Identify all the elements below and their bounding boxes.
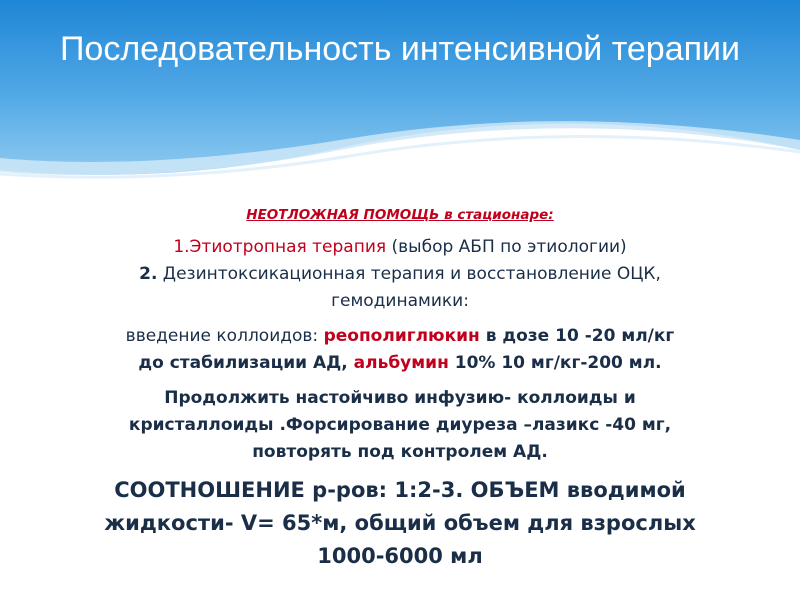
dose-albumin: 10% 10 мг/кг-200 мл. <box>448 353 662 373</box>
drug-albumin: альбумин <box>353 353 449 373</box>
colloids-intro: введение коллоидов: <box>125 326 324 346</box>
bp-stabilization: до стабилизации АД, <box>138 353 354 373</box>
dose-reopoliglukin: в дозе 10 -20 мл/кг <box>479 326 675 346</box>
item-detox <box>0 261 800 288</box>
ratio-line-3: 1000-6000 мл <box>317 544 483 568</box>
emergency-heading: НЕОТЛОЖНАЯ ПОМОЩЬ в стационаре: <box>246 207 554 223</box>
etiotropic-title: Этиотропная терапия <box>189 237 387 257</box>
continue-line-1: Продолжить настойчиво инфузию- коллоиды и <box>164 388 636 408</box>
colloids-line-2 <box>0 350 800 377</box>
item-number: 2. <box>139 264 158 284</box>
colloids-line-1 <box>0 323 800 350</box>
ratio-line-2: жидкости- V= 65*м, общий объем для взрослых <box>104 511 696 535</box>
slide-header-banner <box>0 0 800 190</box>
spacer <box>0 315 800 323</box>
item-number: 1. <box>173 237 190 257</box>
ratio-line-1: СООТНОШЕНИЕ р-ров: 1:2-3. ОБЪЕМ вводимой <box>114 478 686 502</box>
slide-title: Последовательность интенсивной терапии <box>59 30 741 68</box>
item-etiotropic <box>0 234 800 261</box>
slide-content <box>0 204 800 573</box>
detox-text: Дезинтоксикационная терапия и восстановление ОЦК, <box>157 264 661 284</box>
drug-reopoliglukin: реополиглюкин <box>323 326 480 346</box>
etiotropic-note: (выбор АБП по этиологии) <box>386 237 627 257</box>
spacer <box>0 377 800 385</box>
continue-line-3: повторять под контролем АД. <box>252 442 548 462</box>
detox-text-continued: гемодинамики: <box>331 291 469 311</box>
continue-line-2: кристаллоиды .Форсирование диуреза –лазикс -40 мг, <box>128 415 672 435</box>
